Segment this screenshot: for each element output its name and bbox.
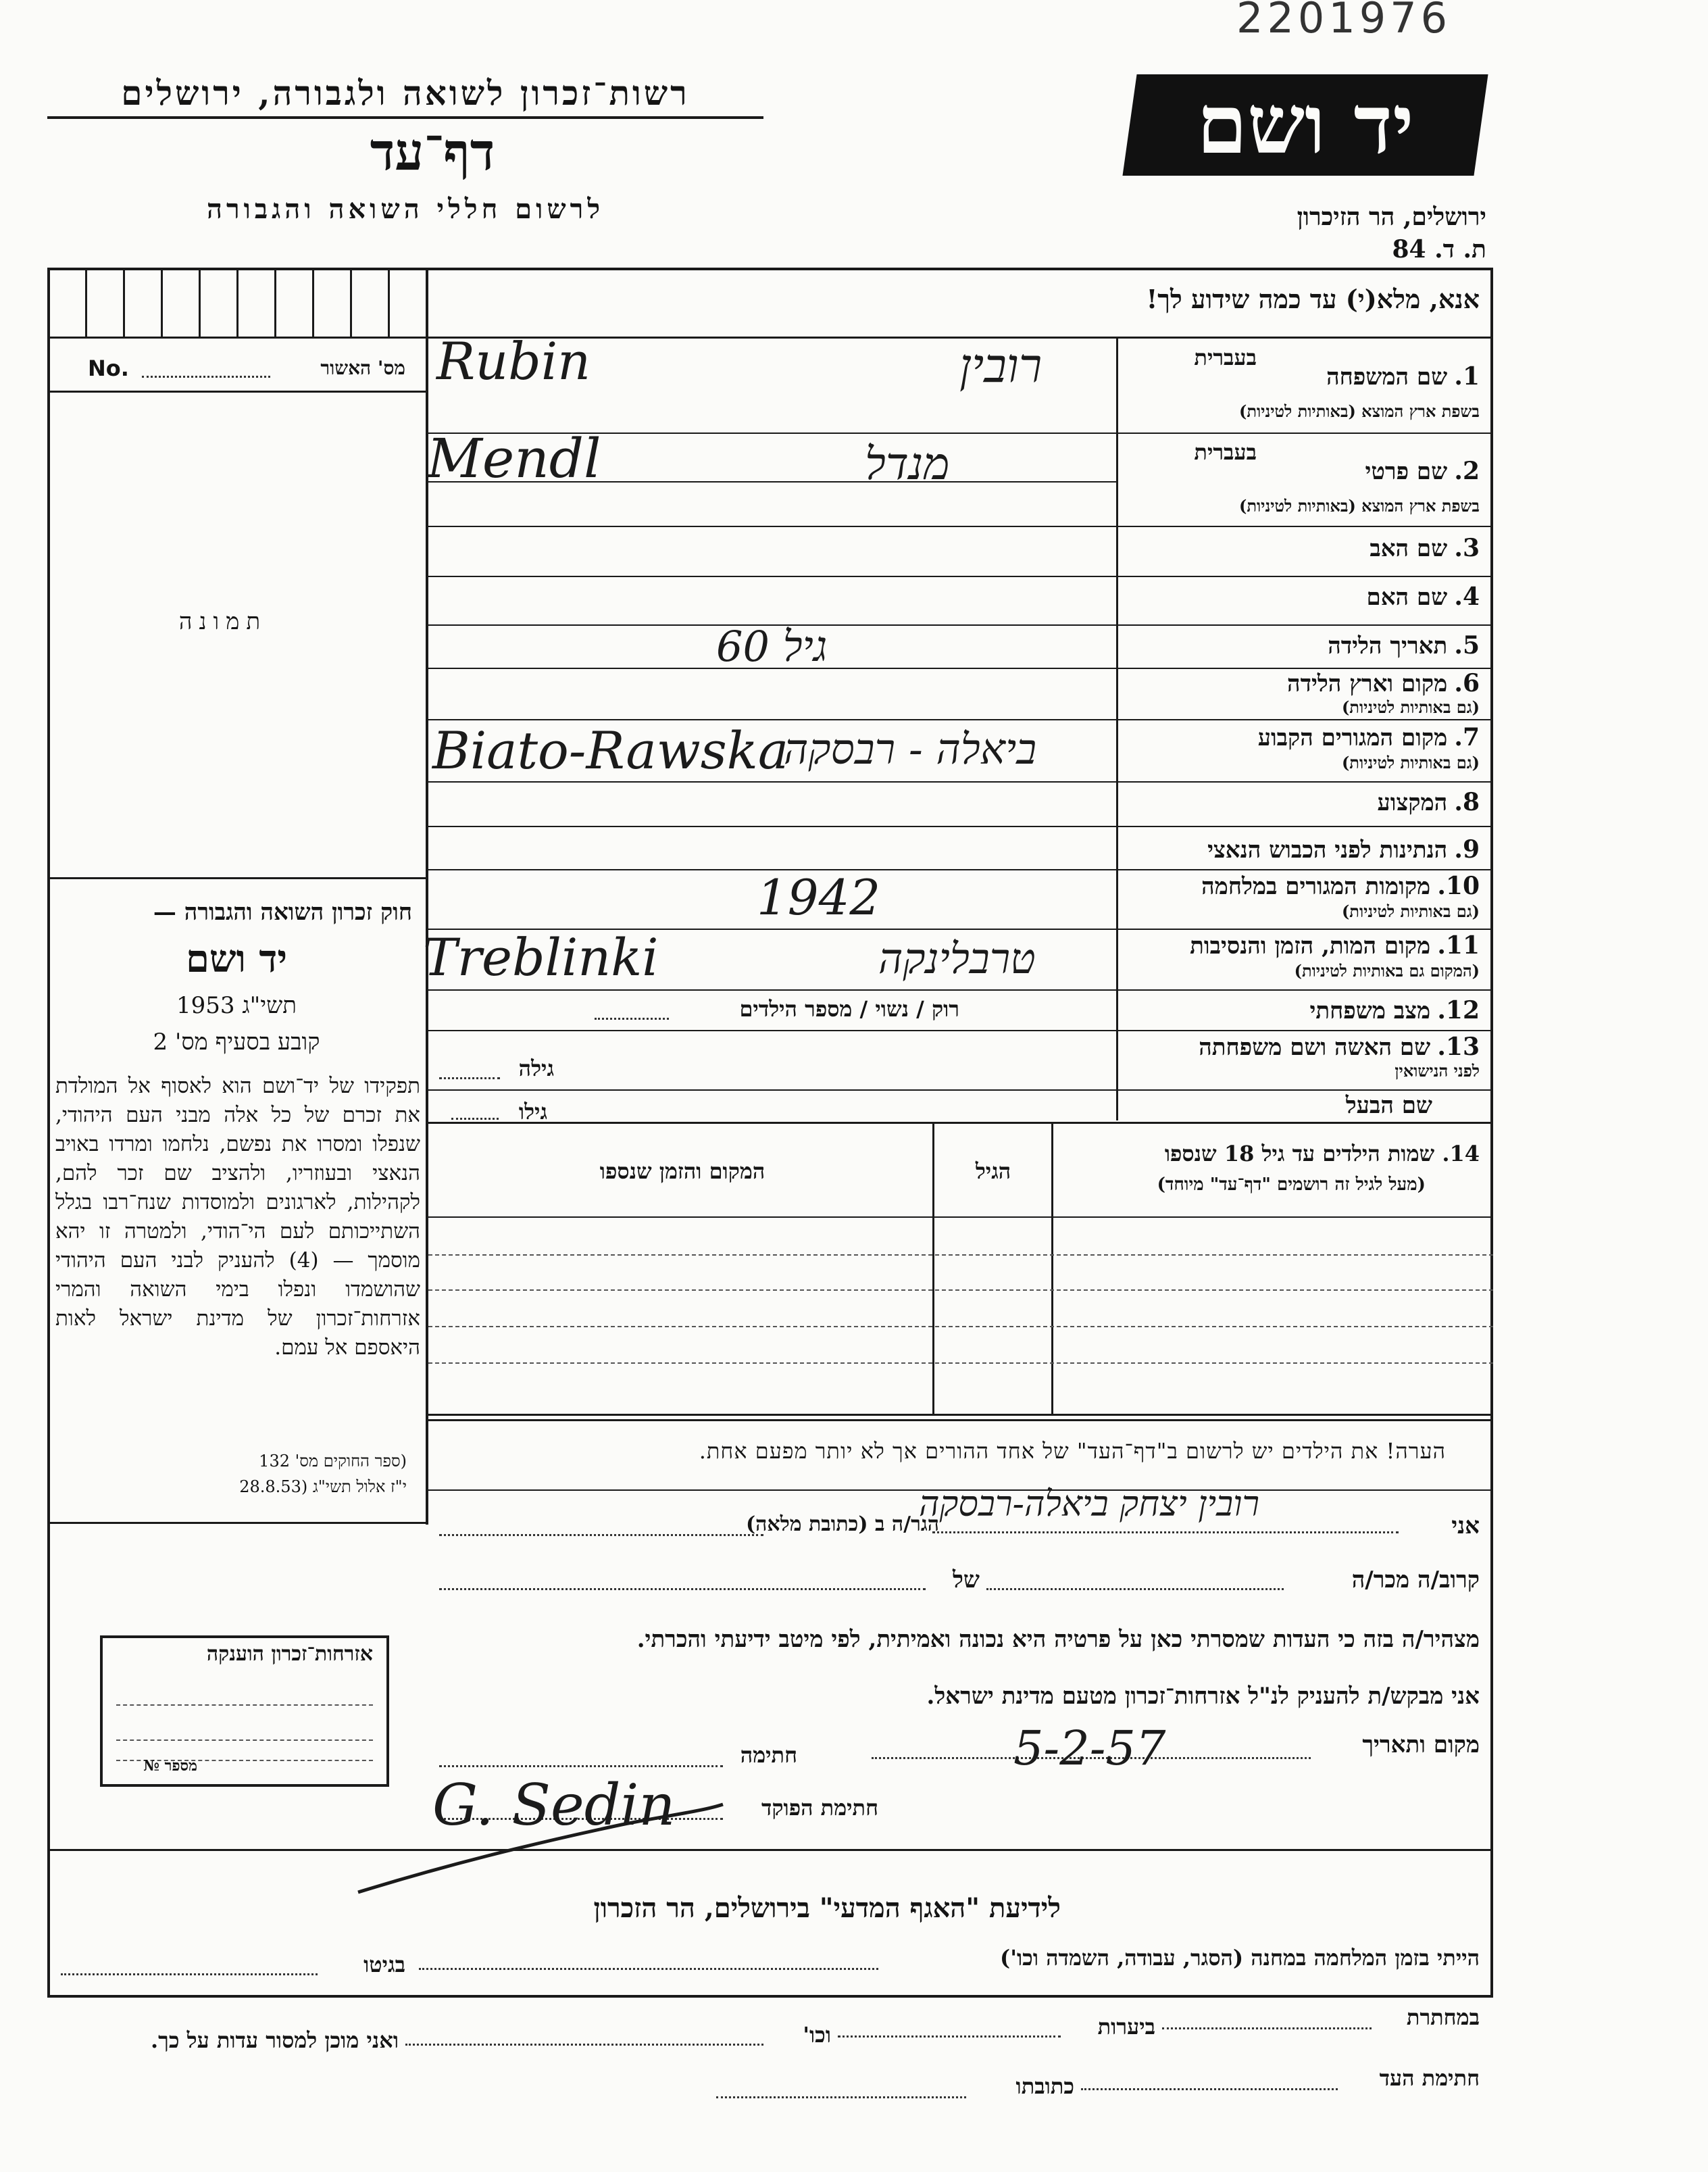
instruction-text: אנא, מלא(י) עד כמה שידוע לך! (1146, 284, 1480, 314)
photo-label: תמונה (178, 608, 268, 635)
handwritten-birth: גיל 60 (716, 622, 828, 671)
children-col-divider-2 (1051, 1124, 1053, 1414)
of-label: של (953, 1566, 980, 1594)
law-reference-1: (ספר החוקים מס' 132 (259, 1452, 407, 1471)
field-8-label: 8. המקצוע (1377, 788, 1480, 816)
age-female-field[interactable] (439, 1077, 500, 1079)
note-text: הערה! את הילדים יש לרשום ב"דף־העד" של אחד ההורים אך לא יותר מפעם אחת. (699, 1438, 1446, 1464)
address-field[interactable] (439, 1534, 763, 1536)
children-header-bottom (428, 1216, 1493, 1218)
children-col-divider-1 (932, 1124, 934, 1414)
field-1-label: 1. שם המשפחה (1326, 362, 1480, 391)
fields-label-divider (1116, 337, 1118, 1120)
age-male-field[interactable] (451, 1118, 499, 1120)
handwritten-given-latin: Mendl (427, 427, 601, 490)
declaration-statement: מצהיר/ה בזה כי העדות שמסרתי כאן על פרטיה היא נכונה ואמיתית, לפי מיטב ידיעתי והכרתי. (636, 1626, 1480, 1653)
handwritten-wartime-year: 1942 (757, 869, 881, 926)
field-4-label: 4. שם האם (1366, 583, 1480, 611)
of-field[interactable] (439, 1588, 926, 1590)
frame-left (47, 268, 50, 1998)
frame-bottom (47, 1995, 1493, 1998)
address-label: הגר/ה ב (כתובת מלאה) (745, 1512, 939, 1536)
no-label: No. (88, 355, 129, 381)
address-line-1: ירושלים, הר הזיכרון (1297, 203, 1486, 231)
children-sublabel: (מעל לגיל זה רושמים "דף־עד" מיוחד) (1157, 1175, 1426, 1195)
etc-label: וכו' (803, 2022, 831, 2048)
children-place-header: המקום והזמן שנספו (599, 1158, 765, 1184)
declaration-request: אני מבקש/ת להעניק לנ"ל אזרחות־זכרון מטעם מדינת ישראל. (926, 1683, 1480, 1710)
law-clause: קובע בסעיף מס' 2 (153, 1029, 320, 1056)
header-rule (47, 116, 763, 119)
form-subtitle: לרשום חללי השואה והגבורה (206, 193, 605, 225)
law-name: יד ושם (185, 937, 288, 981)
handwritten-death-place-hebrew: טרבלינקה (878, 934, 1036, 983)
field-6-label: 6. מקום וארץ הלידה (1287, 669, 1480, 697)
document-number: 2201976 (1236, 0, 1452, 43)
approval-number-field[interactable] (142, 376, 270, 378)
husband-label: שם הבעל (1345, 1092, 1432, 1119)
field-9-label: 9. הנתינות לפני הכבוש הנאצי (1207, 835, 1480, 864)
field-13-sublabel: לפני הנישואין (1395, 1061, 1480, 1081)
law-title: חוק זכרון השואה והגבורה — (153, 899, 412, 926)
handwritten-death-place-latin: Treblinki (423, 927, 659, 987)
relative-field[interactable] (986, 1588, 1284, 1590)
photo-area-bottom (50, 877, 426, 879)
scientific-dept-heading: לידיעת "האגף המדעי" בירושלים, הר הזכרון (593, 1892, 1061, 1924)
ghetto-label: בגיטו (363, 1952, 405, 1977)
official-signature: G. Sedin (432, 1772, 676, 1838)
law-block-bottom (50, 1522, 428, 1524)
bottom-section-separator (50, 1849, 1493, 1851)
field-1-sublabel: בשפת ארץ המוצא (באותיות לטיניות) (1239, 401, 1480, 421)
witness-signature-field[interactable] (1081, 2088, 1338, 2090)
frame-top (47, 268, 1493, 270)
law-text: תפקידו של יד־ושם הוא לאסוף אל המולדת את זכרם של כל אלה מבני העם היהודי, שנפלו ומסרו את נפשם, נלחמו ומרדו באויב הנאצי ובעוזריו, ולהציב שם זכר להם, לקהילות, לארגונים ולמוסדות שנח־רבו בגלל השתייכותם לעם הי־הודי, ולמטרה זו יהא מוסמך — (4) להעניק לבני העם היהודי שהושמדו ונפלו בימי השואה והמרי אזרחות־זכרון של מדינת ישראל לאות היאספם אל עמם. (55, 1074, 420, 1360)
citizenship-box (100, 1635, 389, 1787)
handwritten-given-hebrew: מנדל (865, 438, 950, 490)
camp-line-label: הייתי בזמן המלחמה במחנה (הסגר, עבודה, השמדה וכו') (1000, 1945, 1480, 1971)
age-male-label: גילו (518, 1099, 547, 1125)
field-12-label: 12. מצב משפחתי (1309, 996, 1480, 1025)
place-date-label: מקום ותאריך (1362, 1731, 1480, 1758)
witness-signature-label: חתימת העד (1379, 2065, 1480, 2091)
field-10-sublabel: (גם באותיות לטיניות) (1341, 902, 1480, 921)
official-signature-label: חתימת הפוקד (761, 1795, 878, 1821)
instruction-row-bottom (47, 337, 1493, 339)
field-6-sublabel: (גם באותיות לטיניות) (1341, 697, 1480, 717)
declaration-i: אני (1451, 1512, 1480, 1539)
form-title: דף־עד (370, 122, 495, 182)
witness-address-field[interactable] (716, 2096, 966, 2098)
field-10-label: 10. מקומות המגורים במלחמה (1201, 872, 1480, 900)
signature-field[interactable] (439, 1765, 723, 1767)
in-hebrew-label-2: בעברית (1194, 439, 1257, 465)
signature-label: חתימה (740, 1742, 797, 1768)
citizenship-number-label: מספר № (143, 1757, 197, 1775)
in-hebrew-label-1: בעברית (1194, 345, 1257, 370)
witness-name-field[interactable] (932, 1531, 1399, 1533)
handwritten-residence-latin: Biato-Rawska (432, 720, 789, 781)
handwritten-date: 5-2-57 (1013, 1721, 1166, 1776)
field-2-sublabel: בשפת ארץ המוצא (באותיות לטיניות) (1239, 496, 1480, 516)
law-reference-2: י"ז אלול תשי"ג (28.8.53 (239, 1477, 407, 1496)
ghetto-field[interactable] (61, 1973, 318, 1975)
children-label: 14. שמות הילדים עד גיל 18 שנספו (1164, 1141, 1480, 1166)
field-13-label: 13. שם האשה ושם משפחתה (1199, 1033, 1480, 1061)
field-7-sublabel: (גם באותיות לטיניות) (1341, 753, 1480, 772)
organization-line: רשות־זכרון לשואה ולגבורה, ירושלים (121, 73, 690, 113)
yad-vashem-logo: יד ושם (1122, 74, 1488, 176)
handwritten-surname-hebrew: רובין (959, 338, 1043, 393)
handwritten-witness-name: רובין יצחק ביאלה-רבסקה (919, 1484, 1260, 1525)
relative-label: קרוב/ה מכר/ה (1351, 1566, 1480, 1594)
forests-field[interactable] (838, 2035, 1061, 2038)
handwritten-residence-hebrew: ביאלה - רבסקה (784, 724, 1037, 774)
signature-flourish (351, 1784, 730, 1906)
witness-address-label: כתובתו (1015, 2073, 1074, 2099)
field-7-label: 7. מקום המגורים הקבוע (1257, 723, 1480, 751)
handwritten-surname-latin: Rubin (436, 331, 591, 391)
field-2-label: 2. שם פרטי (1365, 457, 1480, 485)
children-age-header: הגיל (975, 1158, 1011, 1184)
children-count-field[interactable] (595, 1018, 669, 1020)
camp-field[interactable] (419, 1968, 878, 1970)
approval-label: מס' האשור (320, 357, 405, 379)
underground-label: במחתרת (1406, 2004, 1480, 2030)
testimony-offer: ואני מוכן למסור עדות על כך. (150, 2027, 399, 2053)
field-11-label: 11. מקום המות, הזמן והנסיבות (1190, 931, 1480, 960)
law-year: תשי"ג 1953 (176, 992, 297, 1019)
field-11-sublabel: (המקום גם באותיות לטיניות) (1294, 961, 1480, 981)
citizenship-box-title: אזרחות־זכרון הוענקה (206, 1642, 373, 1666)
address-line-2: ת. ד. 84 (1392, 235, 1486, 264)
underground-field[interactable] (1162, 2027, 1372, 2029)
frame-right (1490, 268, 1493, 1998)
field-5-label: 5. תאריך הלידה (1328, 631, 1480, 660)
marital-options: רוק / נשוי / מספר הילדים (739, 996, 959, 1022)
age-female-label: גילה (518, 1056, 554, 1081)
forests-label: ביערות (1097, 2014, 1155, 2040)
approval-row-bottom (50, 391, 426, 393)
field-3-label: 3. שם האב (1370, 534, 1480, 562)
etc-field[interactable] (405, 2044, 763, 2046)
